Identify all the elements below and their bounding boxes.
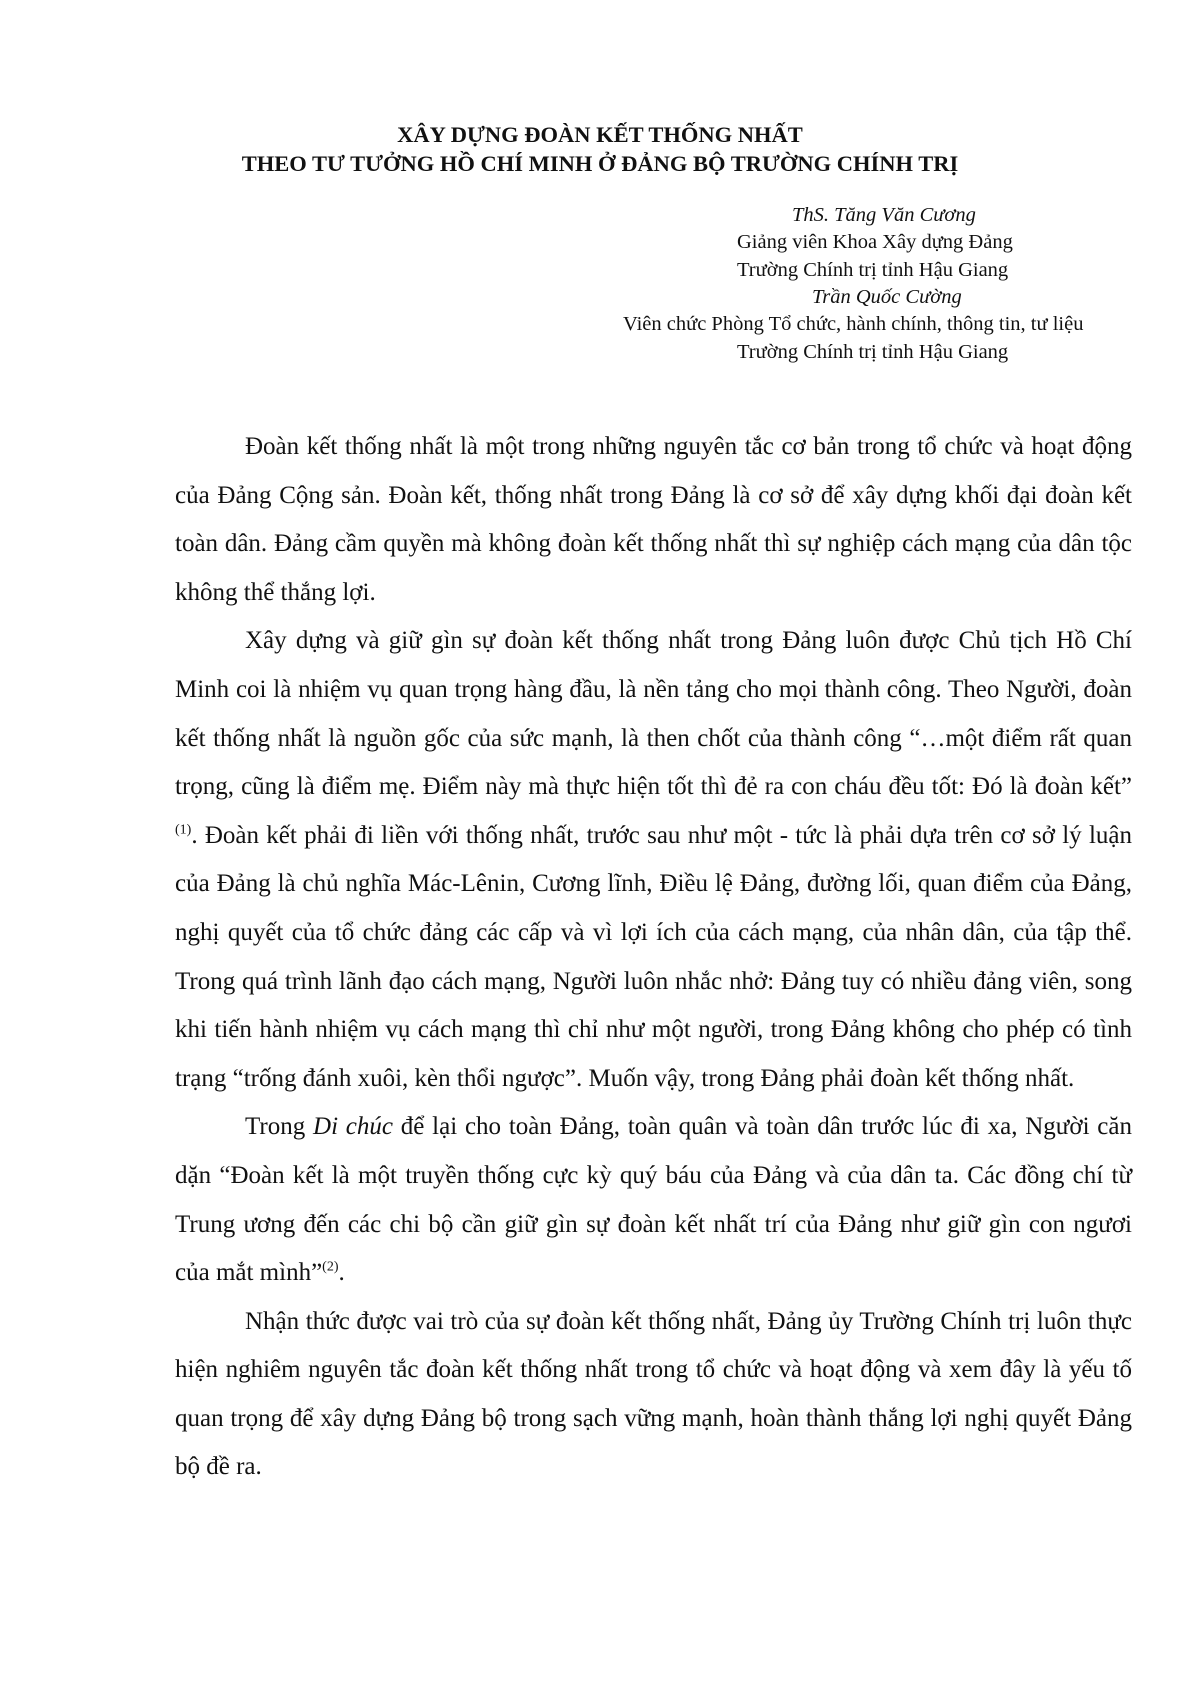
author-1-role: Giảng viên Khoa Xây dựng Đảng [737, 231, 1013, 253]
paragraph-2-text-a: Xây dựng và giữ gìn sự đoàn kết thống nhất trong Đảng luôn được Chủ tịch Hồ Chí Minh coi là nhiệm vụ quan trọng hàng đầu, là nền tảng cho mọi thành công. Theo Người, đoàn kết thống nhất là nguồn gốc của sức mạnh, là then chốt của thành công “…một điểm rất quan trọng, cũng là điểm mẹ. Điểm này mà thực hiện tốt thì đẻ ra con cháu đều tốt: Đó là đoàn kết” [175, 627, 1132, 801]
di-chuc-title: Di chúc [313, 1113, 393, 1141]
paragraph-2 [175, 617, 1132, 1103]
author-1-name: ThS. Tăng Văn Cương [792, 204, 976, 226]
author-2-role: Viên chức Phòng Tổ chức, hành chính, thông tin, tư liệu [623, 313, 1084, 335]
author-1-org: Trường Chính trị tỉnh Hậu Giang [737, 259, 1009, 281]
title-line-2: THEO TƯ TƯỞNG HỒ CHÍ MINH Ở ĐẢNG BỘ TRƯỜNG CHÍNH TRỊ [241, 151, 959, 176]
paragraph-3-text-c: . [338, 1259, 345, 1287]
paragraph-3 [175, 1103, 1132, 1297]
paragraph-4: Nhận thức được vai trò của sự đoàn kết thống nhất, Đảng ủy Trường Chính trị luôn thực hiện nghiêm nguyên tắc đoàn kết thống nhất trong tổ chức và hoạt động và xem đây là yếu tố quan trọng để xây dựng Đảng bộ trong sạch vững mạnh, hoàn thành thắng lợi nghị quyết Đảng bộ đề ra. [175, 1307, 1132, 1481]
paragraph-1: Đoàn kết thống nhất là một trong những nguyên tắc cơ bản trong tổ chức và hoạt động của Đảng Cộng sản. Đoàn kết, thống nhất trong Đảng là cơ sở để xây dựng khối đại đoàn kết toàn dân. Đảng cầm quyền mà không đoàn kết thống nhất thì sự nghiệp cách mạng của dân tộc không thể thắng lợi. [175, 433, 1132, 606]
paragraph-3-text-a: Trong [245, 1113, 314, 1141]
paragraph-3-text-b: để lại cho toàn Đảng, toàn quân và toàn dân trước lúc đi xa, Người căn dặn “Đoàn kết là một truyền thống cực kỳ quý báu của Đảng và của dân ta. Các đồng chí từ Trung ương đến các chi bộ cần giữ gìn sự đoàn kết nhất trí của Đảng như giữ gìn con ngươi của mắt mình” [175, 1113, 1132, 1287]
footnote-ref-1: (1) [175, 822, 192, 838]
author-2-name: Trần Quốc Cường [812, 286, 962, 308]
title-line-1: XÂY DỰNG ĐOÀN KẾT THỐNG NHẤT [397, 122, 803, 147]
paragraph-2-text-b: . Đoàn kết phải đi liền với thống nhất, trước sau như một - tức là phải dựa trên cơ sở lý luận của Đảng là chủ nghĩa Mác-Lênin, Cương lĩnh, Điều lệ Đảng, đường lối, quan điểm của Đảng, nghị quyết của tổ chức đảng các cấp và vì lợi ích của cách mạng, của nhân dân, của tập thể. Trong quá trình lãnh đạo cách mạng, Người luôn nhắc nhở: Đảng tuy có nhiều đảng viên, song khi tiến hành nhiệm vụ cách mạng thì chỉ như một người, trong Đảng không cho phép có tình trạng “trống đánh xuôi, kèn thổi ngược”. Muốn vậy, trong Đảng phải đoàn kết thống nhất. [175, 821, 1132, 1092]
footnote-ref-2: (2) [322, 1259, 339, 1275]
author-2-org: Trường Chính trị tỉnh Hậu Giang [737, 341, 1009, 363]
article-body [175, 423, 1132, 1492]
